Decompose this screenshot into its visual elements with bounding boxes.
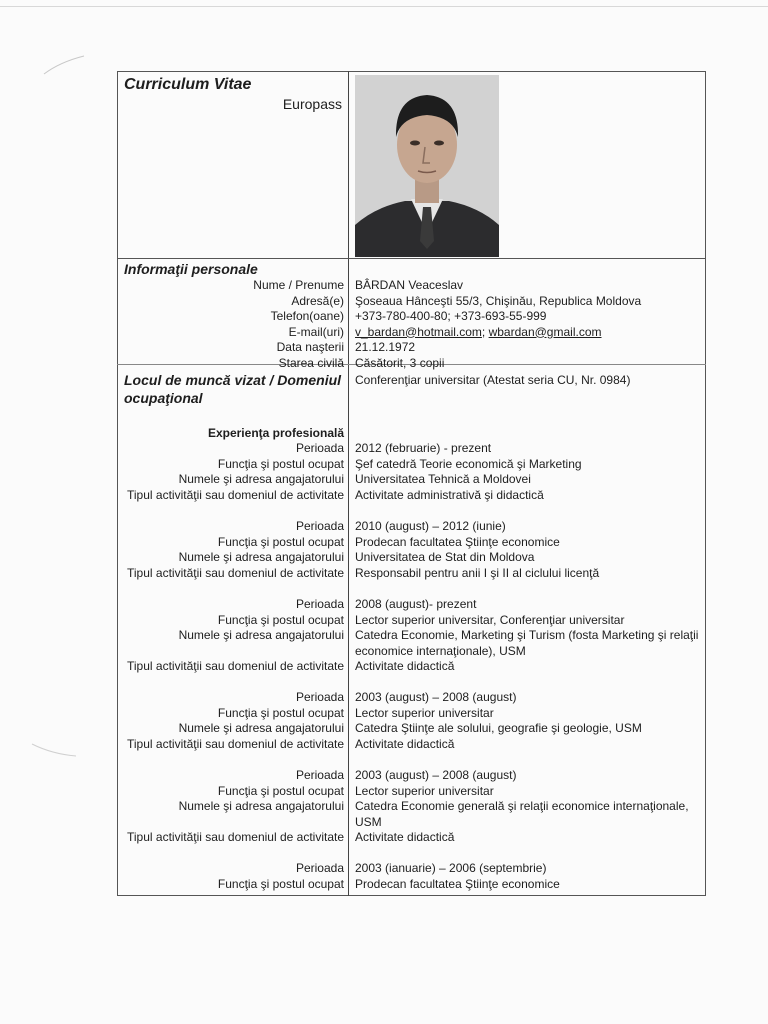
email-separator: ; (481, 324, 489, 339)
header-divider (117, 258, 706, 259)
period-value: 2003 (ianuarie) – 2006 (septembrie) (355, 861, 547, 875)
period-value: 2003 (august) – 2008 (august) (355, 768, 517, 782)
employer-value: Catedra Economie generală şi relaţii economice internaţionale, USM (355, 799, 689, 829)
period-label: Perioada (295, 597, 344, 611)
activity-value: Activitate didactică (355, 830, 455, 844)
period-value: 2008 (august)- prezent (355, 597, 477, 611)
employer-label: Numele şi adresa angajatorului (178, 472, 344, 486)
scan-mark (30, 740, 80, 760)
position-value: Lector superior universitar, Conferenţiar universitar (355, 612, 625, 627)
activity-value: Activitate didactică (355, 736, 455, 751)
employer-label: Numele şi adresa angajatorului (178, 799, 344, 813)
position-value: Prodecan facultatea Ştiinţe economice (355, 534, 560, 549)
experience-heading: Experienţa profesională (207, 426, 344, 440)
position-value: Lector superior universitar (355, 705, 494, 720)
civil-status-label: Starea civilă (278, 355, 344, 370)
birthdate-value: 21.12.1972 (355, 340, 416, 354)
phone-label: Telefon(oane) (270, 309, 344, 323)
occupational-heading-line2: ocupaţional (124, 390, 203, 406)
position-label: Funcţia şi postul ocupat (217, 876, 344, 891)
portrait-illustration (355, 75, 499, 257)
occupational-heading-line1: Locul de muncă vizat / Domeniul (124, 372, 342, 388)
employer-label: Numele şi adresa angajatorului (178, 550, 344, 564)
period-value: 2010 (august) – 2012 (iunie) (355, 519, 506, 533)
position-label: Funcţia şi postul ocupat (217, 705, 344, 720)
column-divider (348, 71, 349, 896)
period-value: 2003 (august) – 2008 (august) (355, 690, 517, 704)
birthdate-label: Data naşterii (276, 340, 344, 354)
position-value: Prodecan facultatea Ştiinţe economice (355, 876, 560, 891)
activity-label: Tipul activităţii sau domeniul de activitate (127, 487, 344, 502)
period-value: 2012 (februarie) - prezent (355, 441, 492, 455)
employer-label: Numele şi adresa angajatorului (178, 721, 344, 735)
scan-mark (40, 50, 90, 80)
name-value: BÂRDAN Veaceslav (355, 278, 464, 292)
phone-value: +373-780-400-80; +373-693-55-999 (355, 309, 547, 323)
email-link-gmail[interactable]: wbardan@gmail.com (488, 324, 602, 339)
email-link-hotmail[interactable]: v_bardan@hotmail.com (355, 324, 482, 339)
activity-value: Activitate didactică (355, 659, 455, 673)
civil-status-value: Căsătorit, 3 copii (355, 355, 445, 370)
employer-value: Universitatea Tehnică a Moldovei (355, 472, 531, 486)
page-edge-line (0, 6, 768, 7)
position-label: Funcţia şi postul ocupat (217, 534, 344, 549)
position-value: Lector superior universitar (355, 783, 494, 798)
activity-label: Tipul activităţii sau domeniul de activitate (127, 736, 344, 751)
position-label: Funcţia şi postul ocupat (217, 783, 344, 798)
activity-label: Tipul activităţii sau domeniul de activitate (127, 659, 344, 673)
period-label: Perioada (295, 861, 344, 875)
employer-label: Numele şi adresa angajatorului (178, 628, 344, 642)
name-label: Nume / Prenume (253, 278, 344, 292)
employer-value: Catedra Economie, Marketing şi Turism (fosta Marketing şi relaţii economice internaţionale), USM (355, 628, 699, 658)
employer-value: Catedra Ştiinţe ale solului, geografie şi geologie, USM (355, 721, 642, 735)
activity-value: Activitate administrativă şi didactică (355, 487, 544, 502)
activity-value: Responsabil pentru anii I şi II al ciclului licenţă (355, 565, 600, 580)
email-value (355, 325, 700, 341)
personal-info-heading: Informaţii personale (124, 261, 258, 277)
position-value: Şef catedră Teorie economică şi Marketing (355, 456, 582, 471)
period-label: Perioada (295, 690, 344, 704)
address-label: Adresă(e) (291, 293, 344, 308)
employer-value: Universitatea de Stat din Moldova (355, 550, 535, 564)
position-label: Funcţia şi postul ocupat (217, 612, 344, 627)
position-label: Funcţia şi postul ocupat (217, 456, 344, 471)
period-label: Perioada (295, 519, 344, 533)
cv-title: Curriculum Vitae (124, 76, 252, 93)
period-label: Perioada (295, 768, 344, 782)
email-label: E-mail(uri) (288, 324, 344, 339)
cv-subtitle: Europass (282, 96, 342, 112)
period-label: Perioada (295, 441, 344, 455)
profile-photo (355, 75, 499, 257)
address-value: Şoseaua Hânceşti 55/3, Chişinău, Republica Moldova (355, 293, 642, 308)
occupational-value: Conferenţiar universitar (Atestat seria CU, Nr. 0984) (355, 373, 631, 387)
activity-label: Tipul activităţii sau domeniul de activitate (127, 830, 344, 844)
activity-label: Tipul activităţii sau domeniul de activitate (127, 565, 344, 580)
